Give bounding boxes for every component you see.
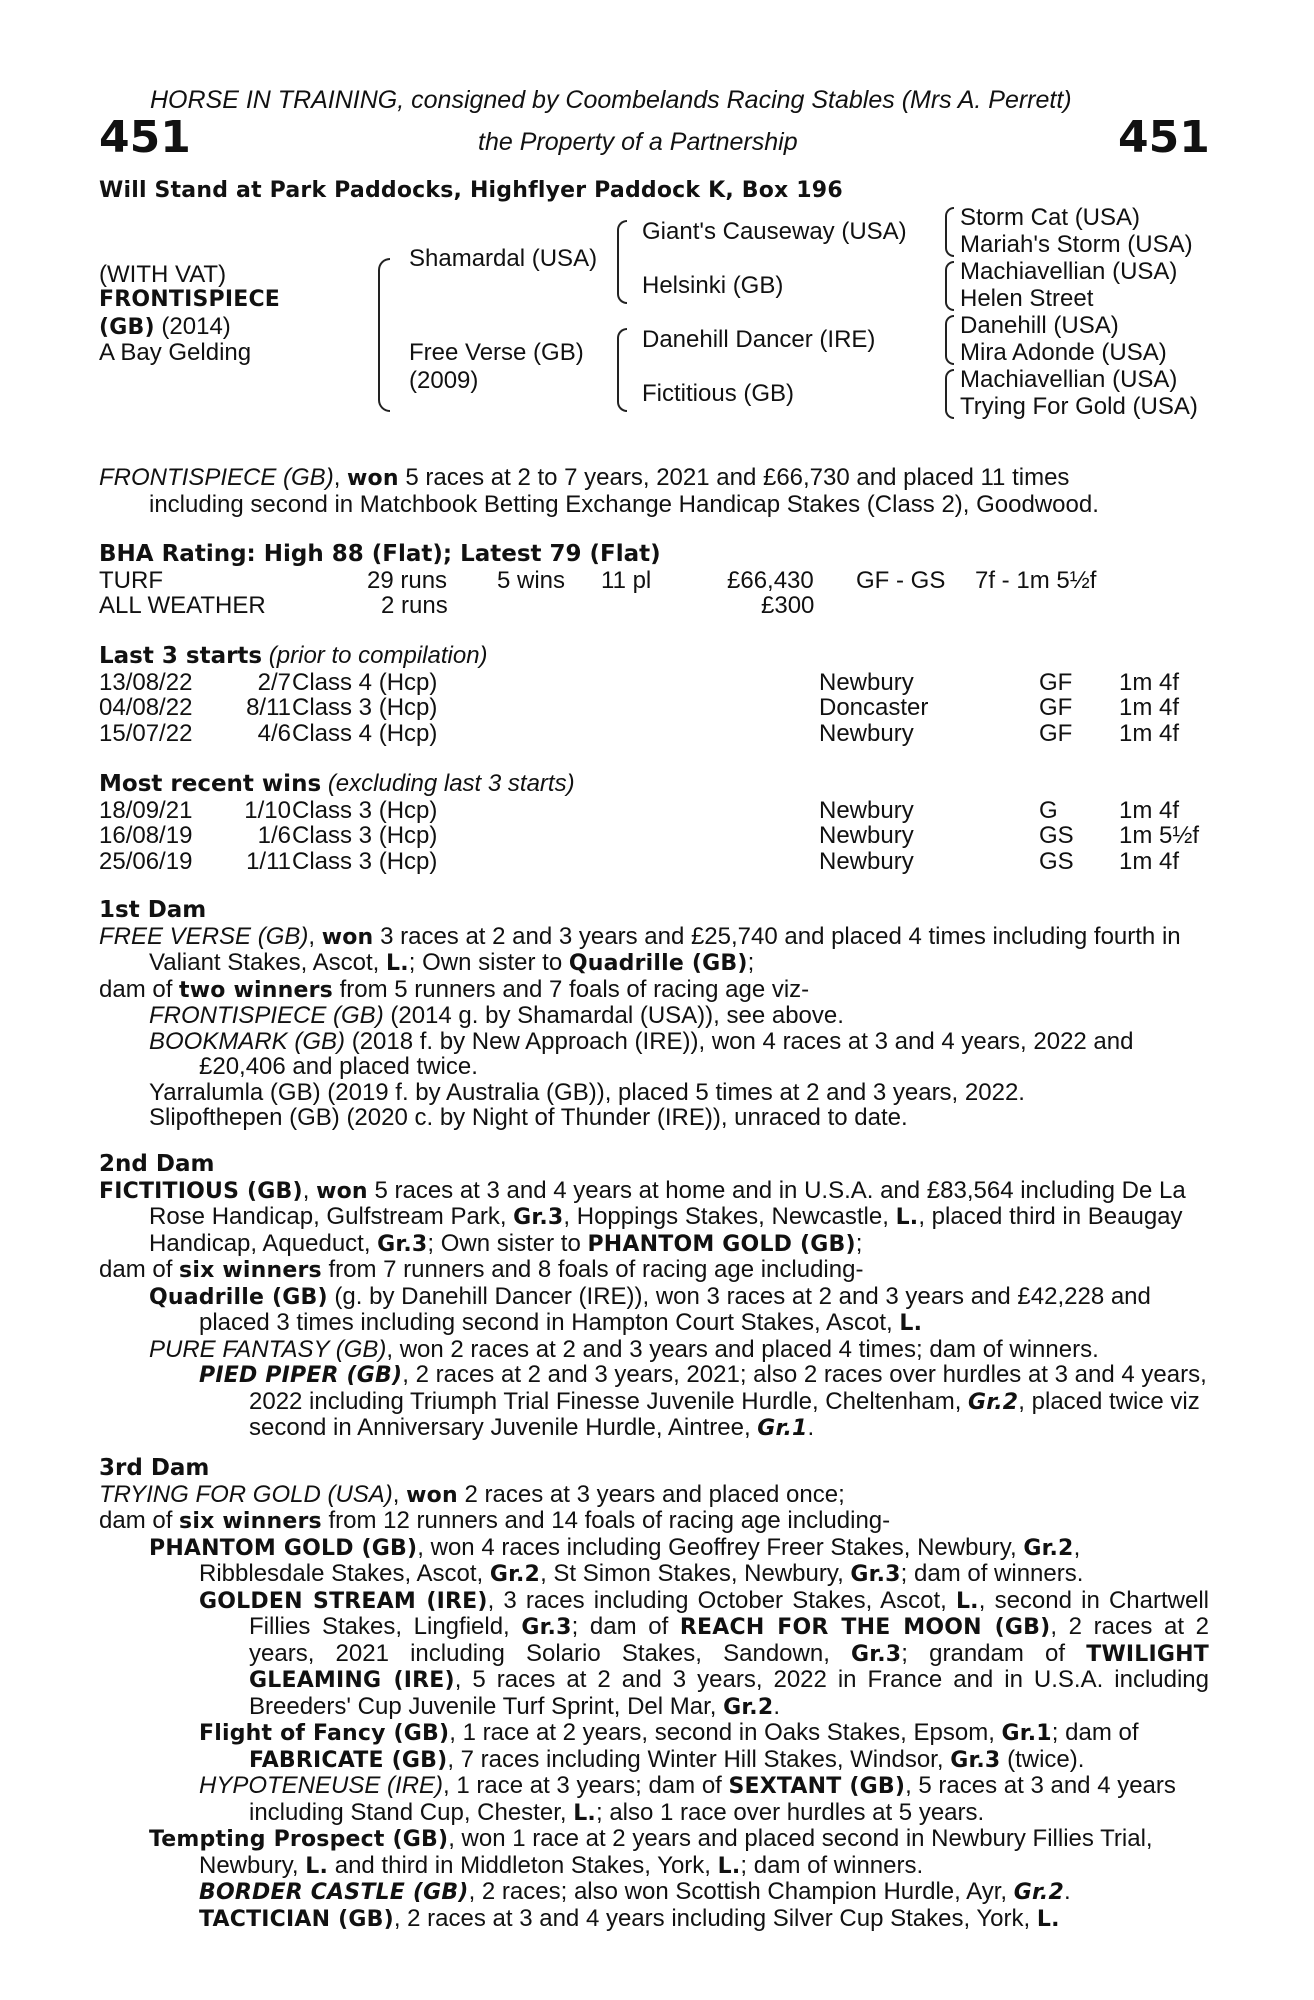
section-heading: 1st Dam (99, 897, 207, 923)
race-course: Newbury (819, 720, 914, 747)
race-class: Class 4 (Hcp) (292, 720, 438, 747)
progeny-item: Tempting Prospect (GB), won 1 race at 2 years and placed second in Newbury Fillies Trial, Newbury, L. and third in Middleton Stakes, York, L.; dam of winners. (149, 1825, 1153, 1879)
race-position: 1/11 (246, 848, 291, 875)
race-distance: 1m 4f (1119, 797, 1180, 824)
lot-number-left: 451 (99, 112, 191, 163)
race-date: 25/06/19 (99, 848, 193, 875)
horse-description: A Bay Gelding (99, 339, 252, 366)
race-class: Class 4 (Hcp) (292, 669, 438, 696)
stand-location: Will Stand at Park Paddocks, Highflyer Paddock K, Box 196 (99, 178, 843, 203)
brace-sd (945, 261, 954, 311)
dam-brace (617, 328, 627, 412)
last3-title: Last 3 starts (99, 643, 263, 669)
dam-sire: Danehill Dancer (IRE) (642, 326, 876, 353)
race-course: Newbury (819, 848, 914, 875)
summary-line1: 5 races at 2 to 7 years, 2021 and £66,730 and placed 11 times (398, 464, 1070, 491)
brace-ss (945, 207, 954, 257)
consignor-line: HORSE IN TRAINING, consigned by Coombelands Racing Stables (Mrs A. Perrett) (150, 86, 1072, 114)
race-distance: 1m 4f (1119, 848, 1180, 875)
recent-wins-title: Most recent wins (99, 771, 322, 797)
summary-line2: including second in Matchbook Betting Exchange Handicap Stakes (Class 2), Goodwood. (149, 490, 1099, 518)
progeny-item: HYPOTENEUSE (IRE), 1 race at 3 years; dam of SEXTANT (GB), 5 races at 3 and 4 years including Stand Cup, Chester, L.; also 1 race over hurdles at 5 years. (199, 1772, 1176, 1826)
progeny-item: Flight of Fancy (GB), 1 race at 2 years, second in Oaks Stakes, Epsom, Gr.1; dam of FABRICATE (GB), 7 races including Winter Hill Stakes, Windsor, Gr.3 (twice). (199, 1719, 1139, 1773)
horse-country: (GB) (99, 315, 155, 340)
race-row (99, 669, 1209, 694)
race-position: 8/11 (246, 694, 291, 721)
dam-of-line: dam of two winners from 5 runners and 7 foals of racing age viz- (99, 975, 810, 1003)
race-distance: 1m 4f (1119, 669, 1180, 696)
ped-ddd: Trying For Gold (USA) (960, 393, 1198, 420)
bha-rating-title: BHA Rating: High 88 (Flat); Latest 79 (Flat) (99, 541, 661, 567)
horse-name: FRONTISPIECE (99, 287, 281, 312)
sire-sire: Giant's Causeway (USA) (642, 218, 907, 245)
brace-dd (945, 369, 954, 419)
sire-dam: Helsinki (GB) (642, 272, 784, 299)
race-position: 1/6 (257, 822, 291, 849)
dam-of-line: dam of six winners from 7 runners and 8 foals of racing age including- (99, 1256, 864, 1283)
summary-horse-name: FRONTISPIECE (GB) (99, 464, 334, 491)
first-dam-section (99, 898, 1209, 1131)
progeny-item: PURE FANTASY (GB), won 2 races at 2 and 3 years and placed 4 times; dam of winners. (149, 1335, 1099, 1363)
win-row (99, 822, 1209, 847)
last3-heading (99, 643, 488, 670)
race-course: Newbury (819, 822, 914, 849)
dam: Free Verse (GB) (409, 339, 584, 366)
last3-note: (prior to compilation) (268, 642, 488, 669)
surface: ALL WEATHER (99, 592, 266, 619)
runs: 2 runs (381, 592, 448, 619)
going-range: GF - GS (856, 567, 946, 594)
race-going: GS (1039, 848, 1074, 875)
race-course: Newbury (819, 669, 914, 696)
race-going: GF (1039, 669, 1073, 696)
dam-year: (2009) (409, 367, 479, 394)
recent-wins-heading (99, 771, 575, 798)
vat-status: (WITH VAT) (99, 261, 227, 288)
second-dam-section (99, 1152, 1209, 1442)
prize-money: £66,430 (727, 567, 814, 594)
race-distance: 1m 5½f (1119, 822, 1200, 849)
race-course: Doncaster (819, 694, 929, 721)
race-class: Class 3 (Hcp) (292, 797, 438, 824)
horse-country-year (99, 314, 231, 341)
progeny-item: PHANTOM GOLD (GB), won 4 races including Geoffrey Freer Stakes, Newbury, Gr.2, Ribblesdale Stakes, Ascot, Gr.2, St Simon Stakes, Newbury, Gr.3; dam of winners. (149, 1533, 1084, 1587)
dam-record: FREE VERSE (GB), won 3 races at 2 and 3 years and £25,740 and placed 4 times including fourth in Valiant Stakes, Ascot, L.; Own sister to Quadrille (GB); (99, 922, 1181, 976)
progeny-item: Quadrille (GB) (g. by Danehill Dancer (IRE)), won 3 races at 2 and 3 years and £42,228 and placed 3 times including second in Hampton Court Stakes, Ascot, L. (149, 1282, 1151, 1336)
ped-ssd: Mariah's Storm (USA) (960, 231, 1193, 258)
recent-wins-note: (excluding last 3 starts) (327, 770, 575, 797)
race-course: Newbury (819, 797, 914, 824)
distance-range: 7f - 1m 5½f (975, 567, 1097, 594)
ped-sss: Storm Cat (USA) (960, 204, 1141, 231)
race-date: 18/09/21 (99, 797, 193, 824)
race-class: Class 3 (Hcp) (292, 848, 438, 875)
progeny-item: BORDER CASTLE (GB), 2 races; also won Scottish Champion Hurdle, Ayr, Gr.2. (199, 1878, 1071, 1905)
win-row (99, 797, 1209, 822)
progeny-item: Yarralumla (GB) (2019 f. by Australia (GB)), placed 5 times at 2 and 3 years, 2022. (149, 1078, 1025, 1106)
sire: Shamardal (USA) (409, 245, 598, 272)
dam-record: FICTITIOUS (GB), won 5 races at 3 and 4 years at home and in U.S.A. and £83,564 including De La Rose Handicap, Gulfstream Park, Gr.3, Hoppings Stakes, Newcastle, L., placed third in Beaugay Handicap, Aqueduct, Gr.3; Own sister to PHANTOM GOLD (GB); (99, 1176, 1186, 1257)
progeny-item: GOLDEN STREAM (IRE), 3 races including October Stakes, Ascot, L., second in Chartwell Fillies Stakes, Lingfield, Gr.3; dam of REACH FOR THE MOON (GB), 2 races at 2 years, 2021 including Solario Stakes, Sandown, Gr.3; grandam of TWILIGHT GLEAMING (IRE), 5 races at 2 and 3 years, 2022 in France and in U.S.A. including Breeders' Cup Juvenile Turf Sprint, Del Mar, Gr.2. (199, 1586, 1210, 1720)
dam-record: TRYING FOR GOLD (USA), won 2 races at 3 years and placed once; (99, 1480, 845, 1508)
race-position: 2/7 (257, 669, 291, 696)
race-date: 15/07/22 (99, 720, 193, 747)
property-line: the Property of a Partnership (478, 128, 798, 156)
race-position: 4/6 (257, 720, 291, 747)
placed: 11 pl (601, 567, 652, 594)
race-date: 13/08/22 (99, 669, 193, 696)
bha-row-turf (99, 567, 1209, 592)
ped-dsd: Mira Adonde (USA) (960, 339, 1167, 366)
sire-brace (617, 220, 627, 304)
race-going: GF (1039, 720, 1073, 747)
race-going: GS (1039, 822, 1074, 849)
pedigree-brace (378, 258, 390, 412)
progeny-item: Slipofthepen (GB) (2020 c. by Night of Thunder (IRE)), unraced to date. (149, 1104, 908, 1131)
race-summary: FRONTISPIECE (GB), won 5 races at 2 to 7 years, 2021 and £66,730 and placed 11 times including second in Matchbook Betting Exchange Handicap Stakes (Class 2), Goodwood. (99, 465, 1209, 517)
win-row (99, 848, 1209, 873)
summary-won: won (347, 466, 399, 491)
progeny-item: FRONTISPIECE (GB) (2014 g. by Shamardal (USA)), see above. (149, 1002, 844, 1029)
ped-sdd: Helen Street (960, 285, 1094, 312)
third-dam-section (99, 1456, 1209, 1932)
ped-sds: Machiavellian (USA) (960, 258, 1178, 285)
race-row (99, 694, 1209, 719)
race-class: Class 3 (Hcp) (292, 694, 438, 721)
prize-money: £300 (761, 592, 815, 619)
surface: TURF (99, 567, 163, 594)
progeny-item: BOOKMARK (GB) (2018 f. by New Approach (IRE)), won 4 races at 3 and 4 years, 2022 and £20,406 and placed twice. (149, 1027, 1134, 1080)
bha-row-aw (99, 592, 1209, 617)
wins: 5 wins (497, 567, 566, 594)
runs: 29 runs (367, 567, 448, 594)
race-date: 04/08/22 (99, 694, 193, 721)
progeny-item: PIED PIPER (GB), 2 races at 2 and 3 years, 2021; also 2 races over hurdles at 3 and 4 years, 2022 including Triumph Trial Finesse Juvenile Hurdle, Cheltenham, Gr.2, placed twice viz second in Anniversary Juvenile Hurdle, Aintree, Gr.1. (199, 1361, 1207, 1441)
race-date: 16/08/19 (99, 822, 193, 849)
race-class: Class 3 (Hcp) (292, 822, 438, 849)
race-distance: 1m 4f (1119, 720, 1180, 747)
section-heading: 2nd Dam (99, 1151, 215, 1177)
race-going: GF (1039, 694, 1073, 721)
section-heading: 3rd Dam (99, 1455, 210, 1481)
progeny-item: TACTICIAN (GB), 2 races at 3 and 4 years including Silver Cup Stakes, York, L. (199, 1904, 1060, 1932)
race-row (99, 720, 1209, 745)
brace-ds (945, 315, 954, 365)
race-distance: 1m 4f (1119, 694, 1180, 721)
ped-dds: Machiavellian (USA) (960, 366, 1178, 393)
horse-year: (2014) (161, 313, 231, 340)
ped-dss: Danehill (USA) (960, 312, 1119, 339)
lot-number-right: 451 (1118, 112, 1210, 163)
dam-dam: Fictitious (GB) (642, 380, 795, 407)
race-going: G (1039, 797, 1058, 824)
dam-of-line: dam of six winners from 12 runners and 14 foals of racing age including- (99, 1507, 891, 1534)
race-position: 1/10 (244, 797, 291, 824)
